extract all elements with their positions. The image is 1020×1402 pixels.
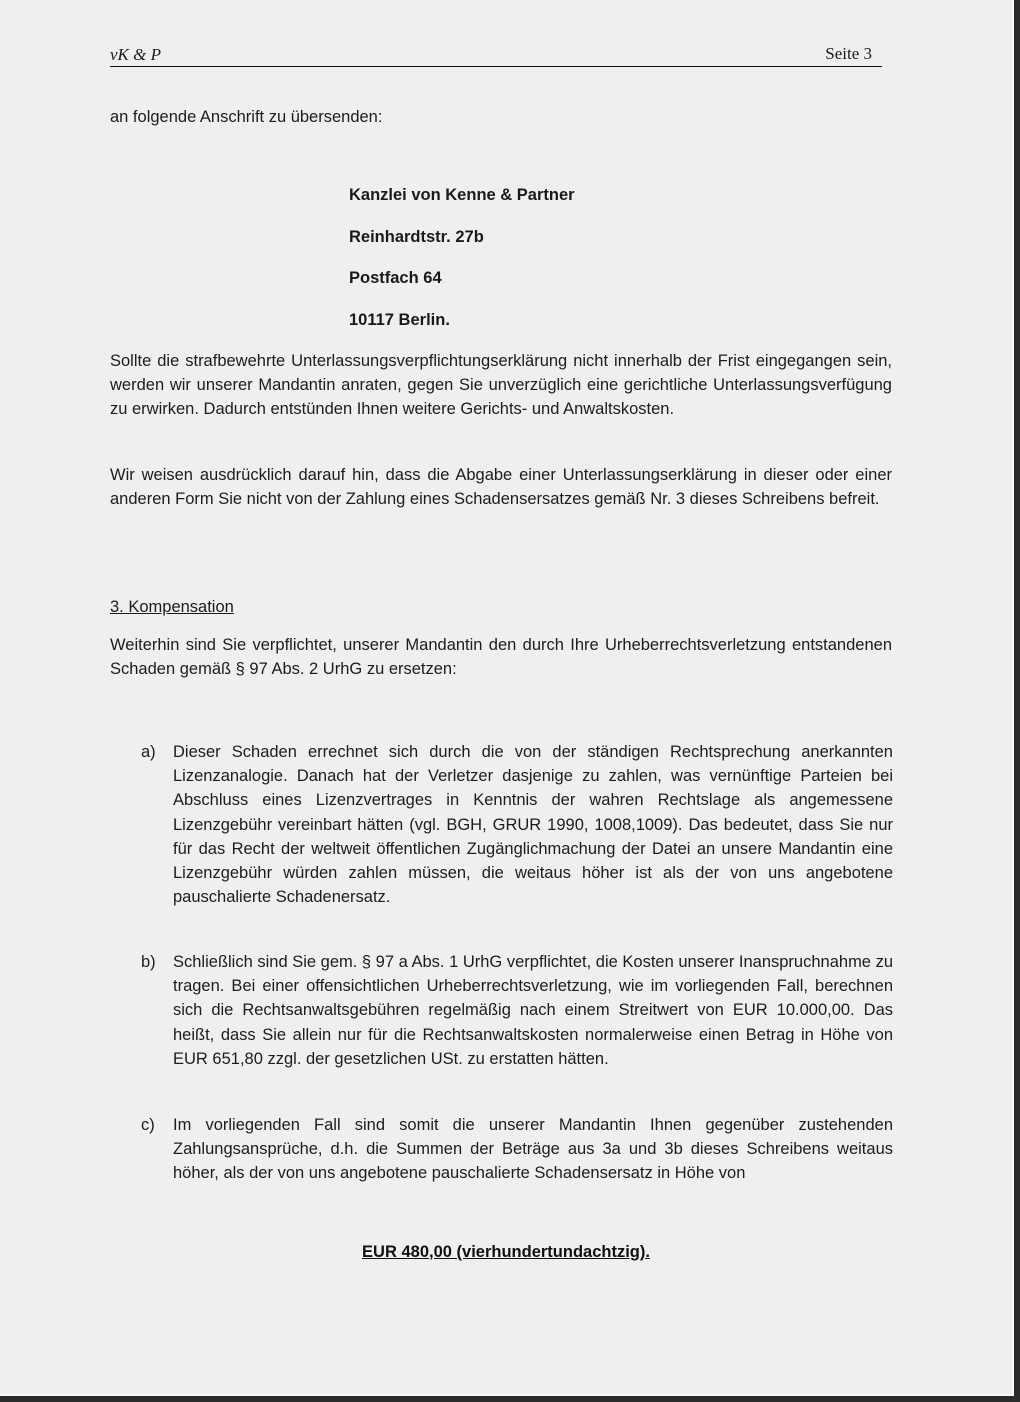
paragraph-deadline: Sollte die strafbewehrte Unterlassungsverpflichtungserklärung nicht innerhalb der Frist eingegangen sein, werden wir unserer Mandantin anraten, gegen Sie unverzüglich eine gerichtliche Unterlassungsverfügung zu erwirken. Dadurch entstünden Ihnen weitere Gerichts- und Anwaltskosten. [110, 352, 892, 419]
page-number: Seite 3 [825, 44, 872, 63]
section-intro: Weiterhin sind Sie verpflichtet, unserer Mandantin den durch Ihre Urheberrechtsverletzung entstandenen Schaden gemäß § 97 Abs. 2 UrhG zu ersetzen: [110, 636, 892, 679]
list-item-label: a) [141, 743, 156, 761]
address-line-pobox: Postfach 64 [349, 269, 442, 287]
list-item-text: Dieser Schaden errechnet sich durch die von der ständigen Rechtsprechung anerkannten Lizenzanalogie. Danach hat der Verletzer dasjenige zu zahlen, was vernünftige Parteien bei Abschluss eines Lizenzvertrages in Kenntnis der wahren Rechtslage als angemessene Lizenzgebühr vereinbart hätten (vgl. BGH, GRUR 1990, 1008,1009). Das bedeutet, dass Sie nur für das Recht der weltweit öffentlichen Zugänglichmachung der Datei an unsere Mandantin eine Lizenzgebühr würden zahlen müssen, die weitaus höher ist als der von uns angebotene pauschalierte Schadenersatz. [173, 743, 893, 907]
list-item-label: b) [141, 953, 156, 971]
total-amount: EUR 480,00 (vierhundertundachtzig). [362, 1243, 650, 1261]
section-heading: 3. Kompensation [110, 598, 234, 616]
list-item-text: Schließlich sind Sie gem. § 97 a Abs. 1 UrhG verpflichtet, die Kosten unserer Inanspruchnahme zu tragen. Bei einer offensichtlichen Urheberrechtsverletzung, wie im vorliegenden Fall, berechnen sich die Rechtsanwaltsgebühren regelmäßig nach einem Streitwert von EUR 10.000,00. Das heißt, dass Sie allein nur für die Rechtsanwaltskosten normalerweise einen Betrag in Höhe von EUR 651,80 zzgl. der gesetzlichen USt. zu erstatten hätten. [173, 953, 893, 1068]
page-header [110, 44, 882, 67]
paragraph-notice: Wir weisen ausdrücklich darauf hin, dass die Abgabe einer Unterlassungserklärung in dieser oder einer anderen Form Sie nicht von der Zahlung eines Schadensersatzes gemäß Nr. 3 dieses Schreibens befreit. [110, 466, 892, 509]
address-line-city: 10117 Berlin. [349, 311, 450, 329]
intro-line: an folgende Anschrift zu übersenden: [110, 108, 383, 126]
list-item-label: c) [141, 1116, 155, 1134]
firm-initials: vK & P [110, 45, 161, 64]
address-line-firm: Kanzlei von Kenne & Partner [349, 186, 575, 204]
address-line-street: Reinhardtstr. 27b [349, 228, 484, 246]
list-item-text: Im vorliegenden Fall sind somit die unserer Mandantin Ihnen gegenüber zustehenden Zahlungsansprüche, d.h. die Summen der Beträge aus 3a und 3b dieses Schreibens weitaus höher, als der von uns angebotene pauschalierte Schadensersatz in Höhe von [173, 1116, 893, 1183]
